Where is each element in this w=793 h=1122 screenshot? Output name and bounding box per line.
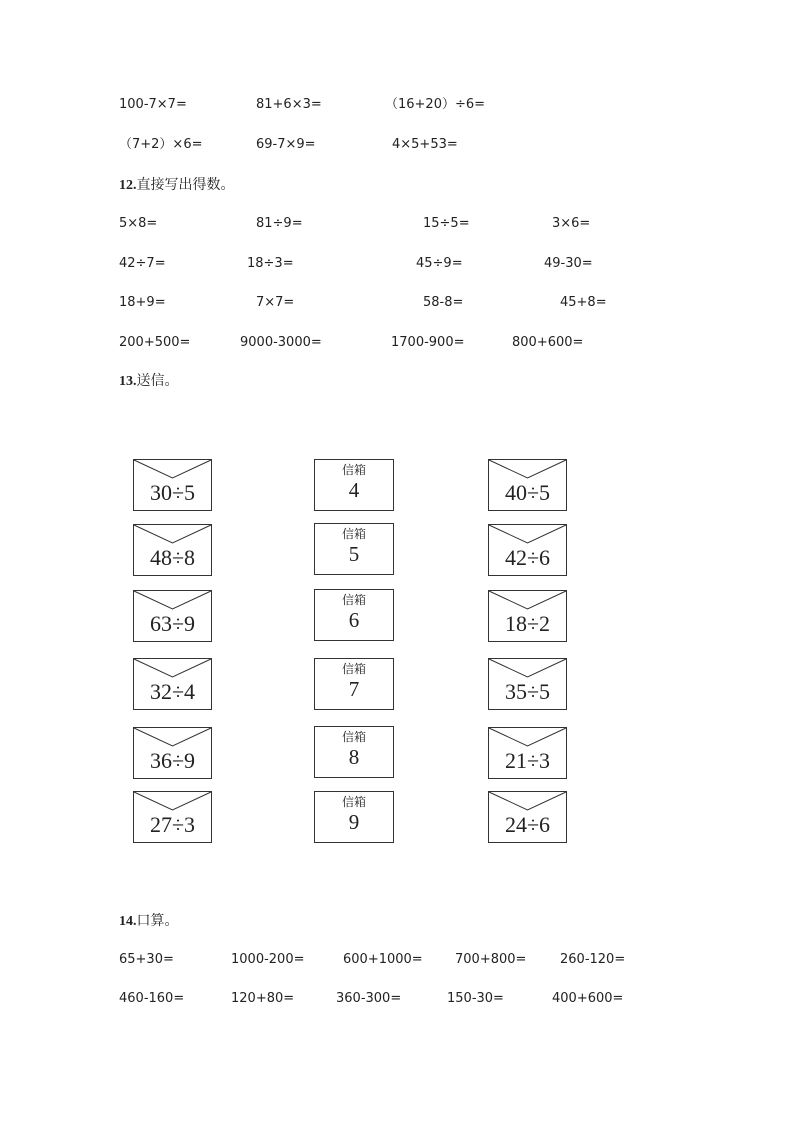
mailbox-label: 信箱	[341, 795, 366, 809]
exercise-item: （7+2）×6=	[119, 137, 203, 152]
envelope-expression: 24÷6	[504, 812, 551, 837]
exercise-item: 1000-200=	[231, 952, 305, 967]
envelope-card	[488, 524, 567, 576]
mailbox-card	[314, 658, 394, 710]
envelope-card	[488, 658, 567, 710]
exercise-item: 58-8=	[423, 295, 464, 310]
envelope-expression: 21÷3	[504, 748, 551, 773]
question-number: 12.	[119, 178, 137, 193]
envelope-card	[133, 727, 212, 779]
exercise-item: 1700-900=	[391, 335, 465, 350]
mailbox-card	[314, 726, 394, 778]
exercise-item: 15÷5=	[423, 216, 470, 231]
exercise-item: 5×8=	[119, 216, 158, 231]
exercise-item: 3×6=	[552, 216, 591, 231]
question-title: 口算。	[136, 913, 179, 929]
mailbox-label: 信箱	[341, 527, 366, 541]
mailbox-number: 5	[348, 542, 360, 566]
exercise-item: 120+80=	[231, 991, 295, 1006]
envelope-expression: 18÷2	[504, 611, 551, 636]
exercise-item: 700+800=	[455, 952, 527, 967]
exercise-item: 49-30=	[544, 256, 593, 271]
exercise-item: 7×7=	[256, 295, 295, 310]
exercise-item: 460-160=	[119, 991, 185, 1006]
exercise-item: 9000-3000=	[240, 335, 322, 350]
exercise-item: 69-7×9=	[256, 137, 316, 152]
question-number: 14.	[119, 914, 137, 929]
mailbox-card	[314, 523, 394, 575]
mailbox-label: 信箱	[341, 662, 366, 676]
exercise-item: 400+600=	[552, 991, 624, 1006]
question-14-heading	[119, 912, 179, 931]
envelope-card	[133, 524, 212, 576]
envelope-expression: 30÷5	[149, 480, 196, 505]
envelope-card	[488, 791, 567, 843]
exercise-item: 260-120=	[560, 952, 626, 967]
exercise-item: 65+30=	[119, 952, 174, 967]
mailbox-number: 4	[348, 478, 360, 502]
mailbox-label: 信箱	[341, 593, 366, 607]
exercise-item: 150-30=	[447, 991, 504, 1006]
envelope-expression: 36÷9	[149, 748, 196, 773]
exercise-item: 4×5+53=	[392, 137, 458, 152]
exercise-item: 18+9=	[119, 295, 166, 310]
mailbox-card	[314, 459, 394, 511]
mailbox-number: 6	[348, 608, 360, 632]
mailbox-number: 8	[348, 745, 360, 769]
question-13-heading	[119, 372, 179, 391]
exercise-item: 600+1000=	[343, 952, 423, 967]
envelope-expression: 27÷3	[149, 812, 196, 837]
envelope-card	[488, 727, 567, 779]
envelope-card	[133, 658, 212, 710]
exercise-item: 81+6×3=	[256, 97, 322, 112]
exercise-item: 360-300=	[336, 991, 402, 1006]
exercise-item: 81÷9=	[256, 216, 303, 231]
question-number: 13.	[119, 374, 137, 389]
mailbox-number: 7	[348, 677, 360, 701]
envelope-expression: 35÷5	[504, 679, 551, 704]
question-12-heading	[119, 176, 235, 195]
envelope-card	[488, 459, 567, 511]
envelope-card	[133, 791, 212, 843]
exercise-item: （16+20）÷6=	[385, 97, 486, 112]
question-title: 送信。	[136, 373, 179, 389]
exercise-item: 45÷9=	[416, 256, 463, 271]
exercise-item: 800+600=	[512, 335, 584, 350]
exercise-item: 42÷7=	[119, 256, 166, 271]
envelope-expression: 42÷6	[504, 545, 551, 570]
envelope-card	[133, 590, 212, 642]
exercise-item: 100-7×7=	[119, 97, 187, 112]
mailbox-label: 信箱	[341, 730, 366, 744]
mailbox-number: 9	[348, 810, 360, 834]
envelope-expression: 48÷8	[149, 545, 196, 570]
mailbox-card	[314, 791, 394, 843]
exercise-item: 18÷3=	[247, 256, 294, 271]
mailbox-card	[314, 589, 394, 641]
exercise-item: 200+500=	[119, 335, 191, 350]
envelope-card	[488, 590, 567, 642]
envelope-card	[133, 459, 212, 511]
envelope-expression: 32÷4	[149, 679, 196, 704]
question-title: 直接写出得数。	[136, 177, 235, 193]
mailbox-label: 信箱	[341, 463, 366, 477]
envelope-expression: 63÷9	[149, 611, 196, 636]
envelope-expression: 40÷5	[504, 480, 551, 505]
exercise-item: 45+8=	[560, 295, 607, 310]
